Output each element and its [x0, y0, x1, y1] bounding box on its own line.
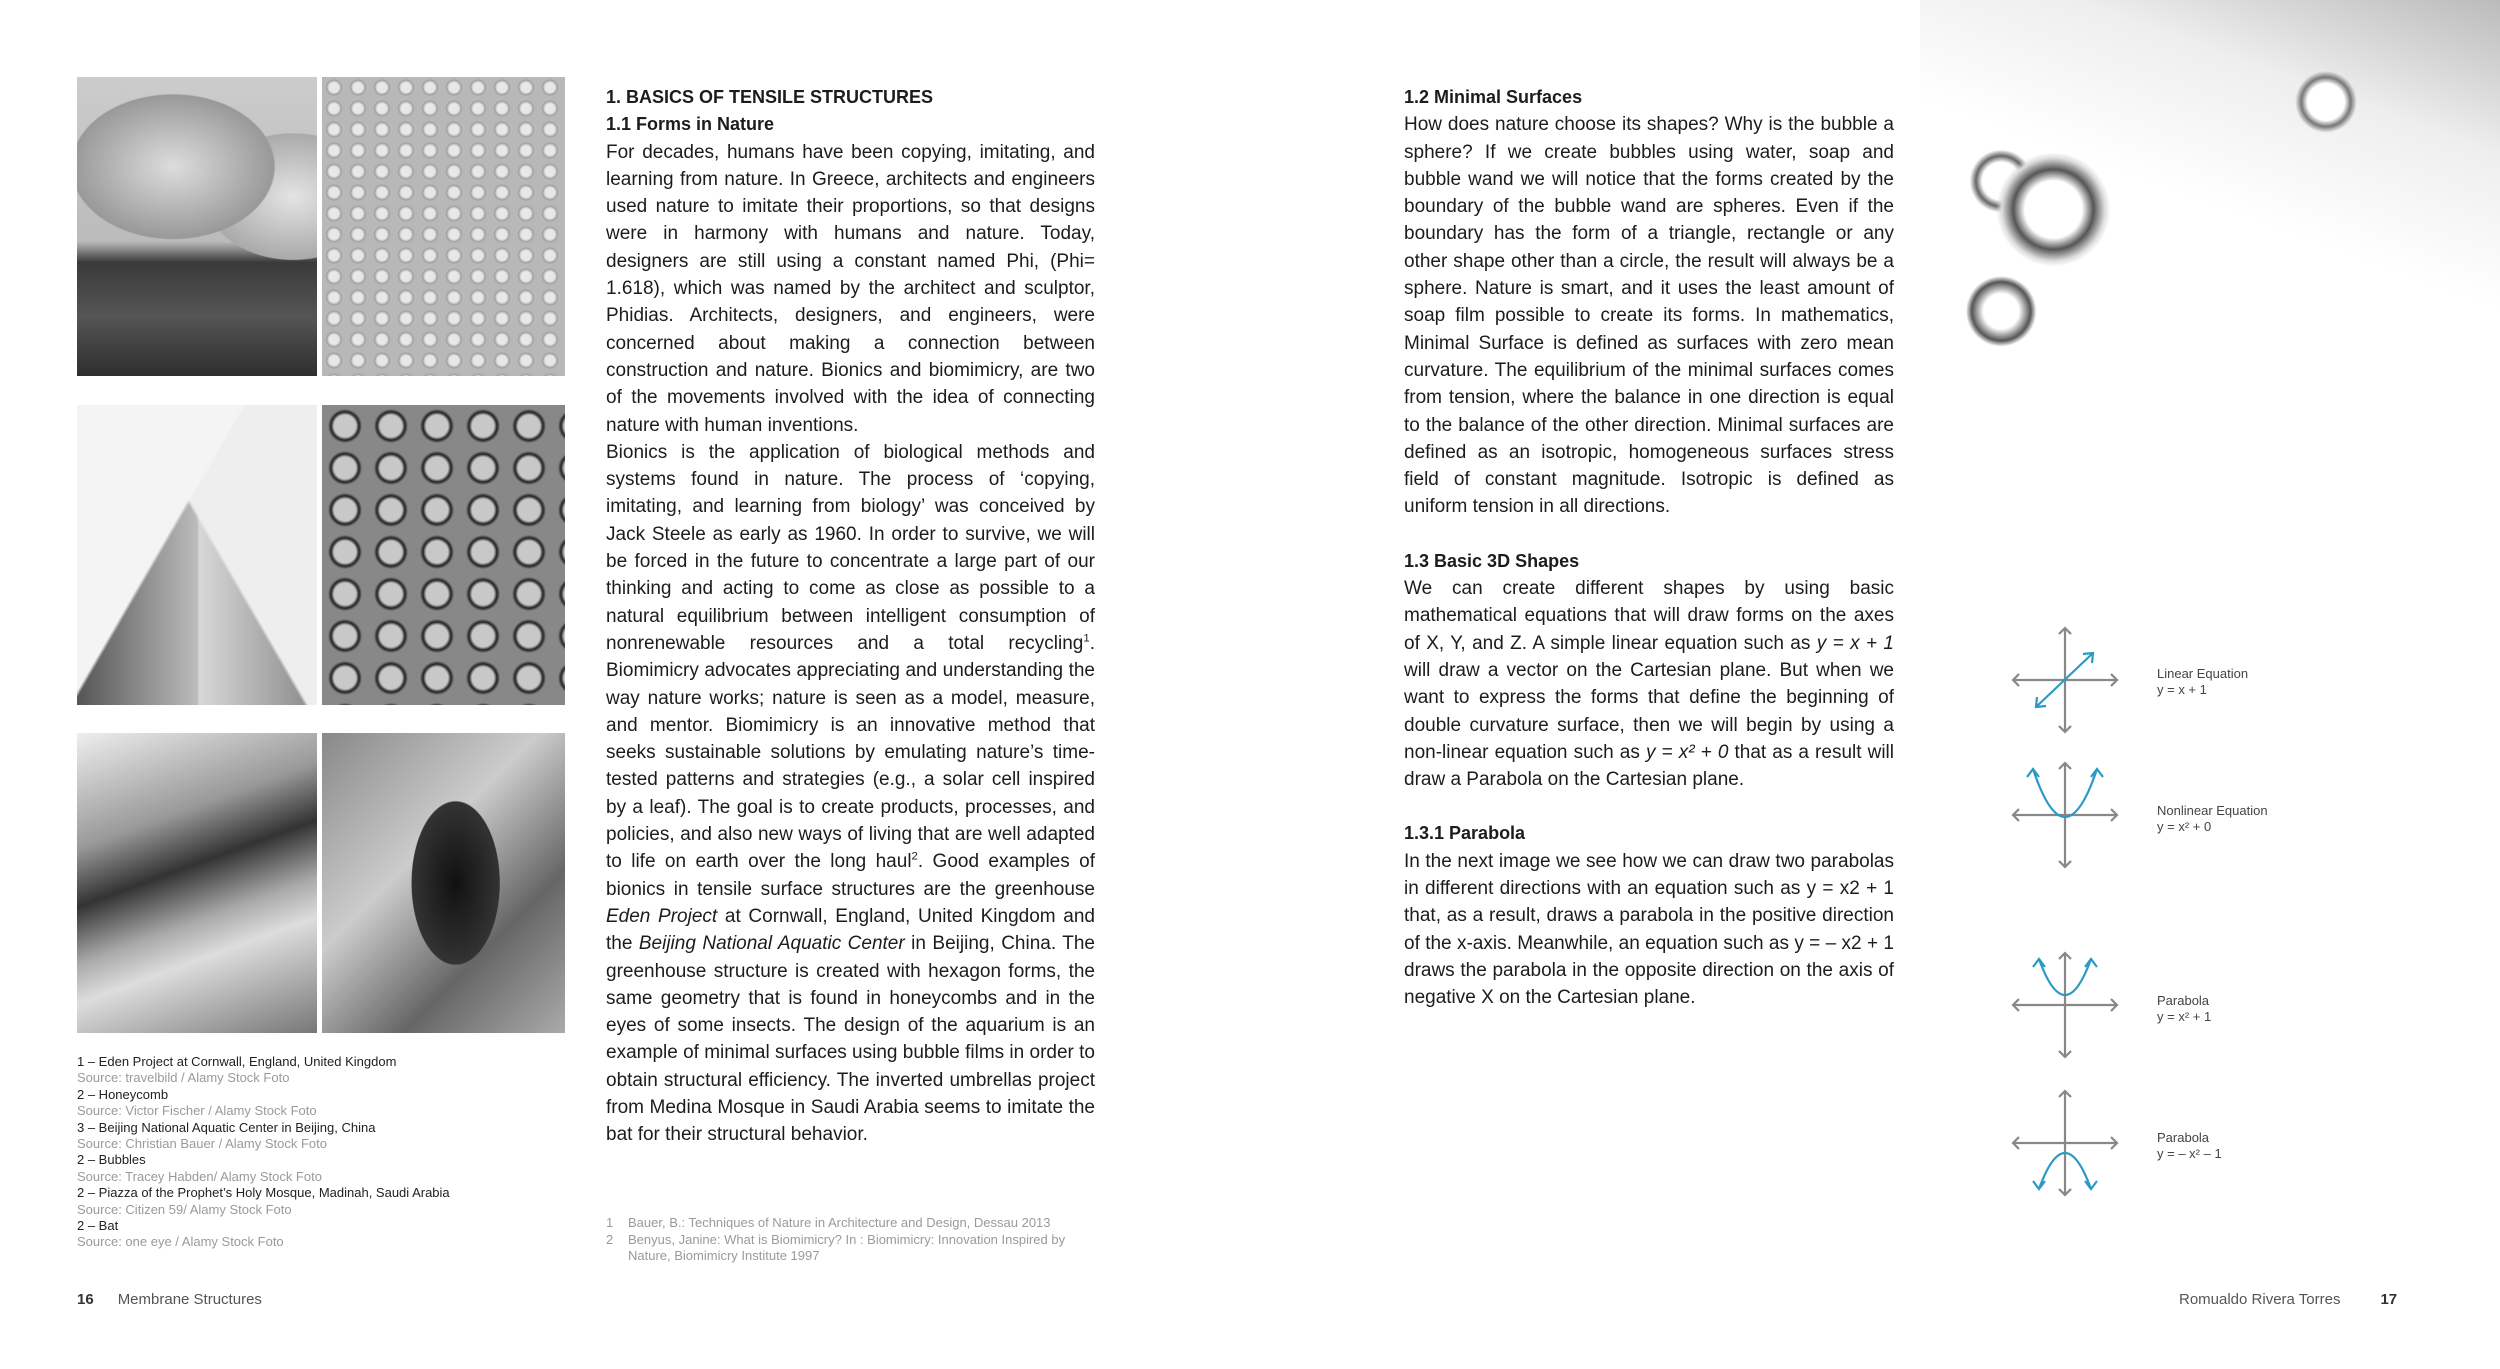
water-bubbles-photo: [1920, 0, 2500, 566]
aquatic-center-photo: [77, 405, 317, 705]
mosque-umbrellas-photo: [77, 733, 317, 1033]
text: in Beijing, China. The greenhouse structure is created with hexagon forms, the same geometry that is found in honeycombs and in the eyes of some insects. The design of the aquarium is an example of minimal surfaces using bubble films in order to obtain structural efficiency. The inverted umbrellas project from Medina Mosque in Saudi Arabia seems to imitate the bat for their structural behavior.: [606, 933, 1095, 1146]
eden-project-photo: [77, 77, 317, 376]
diagram-name: Parabola: [2157, 993, 2210, 1008]
footnote: [606, 1232, 1095, 1265]
page-number: 16: [77, 1291, 94, 1308]
nonlinear-equation-diagram: [2005, 755, 2125, 875]
diagram-name: Linear Equation: [2157, 666, 2249, 681]
left-footer: [77, 1291, 262, 1308]
caption-source: Source: travelbild / Alamy Stock Foto: [77, 1070, 290, 1086]
paragraph: [1404, 575, 1894, 793]
text: will draw a vector on the Cartesian plane. But when we want to express the forms that define the beginning of double curvature surface, then we will begin by using a non-linear equation such as: [1404, 659, 1894, 763]
honeycomb-photo: [322, 77, 565, 376]
right-footer: [2179, 1291, 2397, 1308]
caption-source: Source: Tracey Habden/ Alamy Stock Foto: [77, 1168, 322, 1184]
left-text-column: [606, 84, 1095, 1149]
axes: [2013, 1091, 2117, 1195]
section-heading: 1.1 Forms in Nature: [606, 114, 775, 135]
diagram-label: [2157, 803, 2268, 835]
caption-source: Source: Citizen 59/ Alamy Stock Foto: [77, 1201, 292, 1217]
italic-text: Eden Project: [606, 905, 718, 927]
text: Bionics is the application of biological methods and systems found in nature. The process of ‘copying, imitating, and learning from biology’ was conceived by Jack Steele as early as 1960. In order to survive, we will be forced in the future to concentrate a large part of our thinking and acting to come as close as possible to a natural equilibrium between intelligent consumption of nonrenewable resources and a total recycling: [606, 441, 1095, 654]
diagram-name: Parabola: [2157, 1130, 2210, 1145]
paragraph: How does nature choose its shapes? Why is the bubble a sphere? If we create bubbles using water, soap and bubble wand we will notice that the forms created by the boundary of the bubble wand are spheres. Even if the boundary has the form of a triangle, rectangle or any other shape other than a circle, the result will always be a sphere. Nature is smart, and it uses the least amount of soap film possible to create its forms. In mathematics, Minimal Surface is defined as surfaces with zero mean curvature. The equilibrium of the minimal surfaces comes from tension, where the balance in one direction is equal to the balance of the other direction. Minimal surfaces are defined as an isotropic, homogeneous surfaces stress field of constant magnitude. Isotropic is defined as uniform tension in all directions.: [1404, 114, 1894, 518]
running-title: Membrane Structures: [117, 1291, 262, 1308]
text: at Cornwall, England, United Kingdom and the: [606, 905, 1095, 955]
italic-text: Beijing National Aquatic Center: [638, 933, 905, 955]
footnote-number: 2: [606, 1231, 614, 1247]
caption-title: 1 – Eden Project at Cornwall, England, United Kingdom: [77, 1054, 397, 1069]
equation: y = x + 1: [1816, 632, 1894, 654]
paragraph: [606, 439, 1095, 1149]
footnotes: [606, 1215, 1095, 1265]
linear-equation-diagram: [2005, 620, 2125, 740]
parabola-down-diagram: [2005, 1083, 2125, 1203]
caption-title: 3 – Beijing National Aquatic Center in Beijing, China: [77, 1119, 376, 1135]
diagram-equation: y = x + 1: [2157, 682, 2207, 697]
footnote-text: Bauer, B.: Techniques of Nature in Architecture and Design, Dessau 2013: [628, 1215, 1051, 1230]
caption-title: 2 – Honeycomb: [77, 1086, 169, 1102]
diagram-equation: y = x² + 0: [2157, 819, 2212, 834]
paragraph: In the next image we see how we can draw two parabolas in different directions with an equation such as y = x2 + 1 that, as a result, draws a parabola in the positive direction of the x-axis. Meanwhile, an equation such as y = – x2 + 1 draws the parabola in the opposite direction on the axis of negative X on the Cartesian plane.: [1404, 850, 1894, 1009]
parabola-up-diagram: [2005, 945, 2125, 1065]
diagram-label: [2157, 666, 2248, 698]
text: . Good examples of bionics in tensile surface structures are the greenhouse: [606, 851, 1095, 900]
diagram-name: Nonlinear Equation: [2157, 803, 2268, 818]
right-text-column: [1404, 84, 1894, 1012]
section-heading: 1.3 Basic 3D Shapes: [1404, 550, 1580, 571]
axes: [2013, 763, 2117, 867]
section-heading: 1.3.1 Parabola: [1404, 823, 1526, 844]
footnote-text: Benyus, Janine: What is Biomimicry? In : Biomimicry: Innovation Inspired by Nature, Biomimicry Institute 1997: [628, 1231, 1066, 1263]
bat-photo: [322, 733, 565, 1033]
chapter-heading: 1. BASICS OF TENSILE STRUCTURES: [606, 87, 934, 107]
caption-title: 2 – Piazza of the Prophet’s Holy Mosque, Madinah, Saudi Arabia: [77, 1185, 450, 1201]
text: . Biomimicry advocates appreciating and understanding the way nature works; nature is seen as a model, measure, and mentor. Biomimicry is an innovative method that seeks sustainable solutions by emulating nature’s time-tested patterns and strategies (e.g., a solar cell inspired by a leaf). The goal is to create products, processes, and policies, and also new ways of living that are well adapted to life on earth over the long haul: [606, 632, 1095, 873]
page-number: 17: [2380, 1291, 2398, 1308]
caption-title: 2 – Bat: [77, 1218, 119, 1234]
equation: y = x² + 0: [1645, 741, 1729, 763]
section-heading: 1.2 Minimal Surfaces: [1404, 87, 1583, 107]
diagram-equation: y = – x² – 1: [2157, 1146, 2222, 1161]
footnote: [606, 1215, 1095, 1232]
caption-source: Source: one eye / Alamy Stock Foto: [77, 1234, 284, 1250]
diagram-equation: y = x² + 1: [2157, 1009, 2212, 1024]
footnote-number: 1: [606, 1215, 614, 1230]
caption-source: Source: Christian Bauer / Alamy Stock Foto: [77, 1136, 327, 1152]
diagram-label: [2157, 993, 2211, 1025]
diagram-label: [2157, 1130, 2222, 1162]
caption-title: 2 – Bubbles: [77, 1152, 146, 1168]
paragraph: For decades, humans have been copying, imitating, and learning from nature. In Greece, architects and engineers used nature to imitate their proportions, so that designs were in harmony with humans and nature. Today, designers are still using a constant named Phi, (Phi= 1.618), which was named by the architect and sculptor, Phidias. Architects, designers, and engineers, were concerned about making a connection between construction and nature. Bionics and biomimicry, are two of the movements involved with the idea of connecting nature with human inventions.: [606, 141, 1095, 436]
caption-source: Source: Victor Fischer / Alamy Stock Foto: [77, 1103, 317, 1119]
bubbles-photo: [322, 405, 565, 705]
author-name: Romualdo Rivera Torres: [2179, 1291, 2341, 1308]
text: We can create different shapes by using basic mathematical equations that will draw forms on the axes of X, Y, and Z. A simple linear equation such as: [1404, 578, 1894, 654]
footnote-ref: 2: [911, 850, 918, 863]
photo-captions: [77, 1054, 557, 1251]
text: that as a result will draw a Parabola on the Cartesian plane.: [1404, 741, 1894, 791]
axes: [2013, 953, 2117, 1057]
footnote-ref: 1: [1083, 632, 1090, 645]
